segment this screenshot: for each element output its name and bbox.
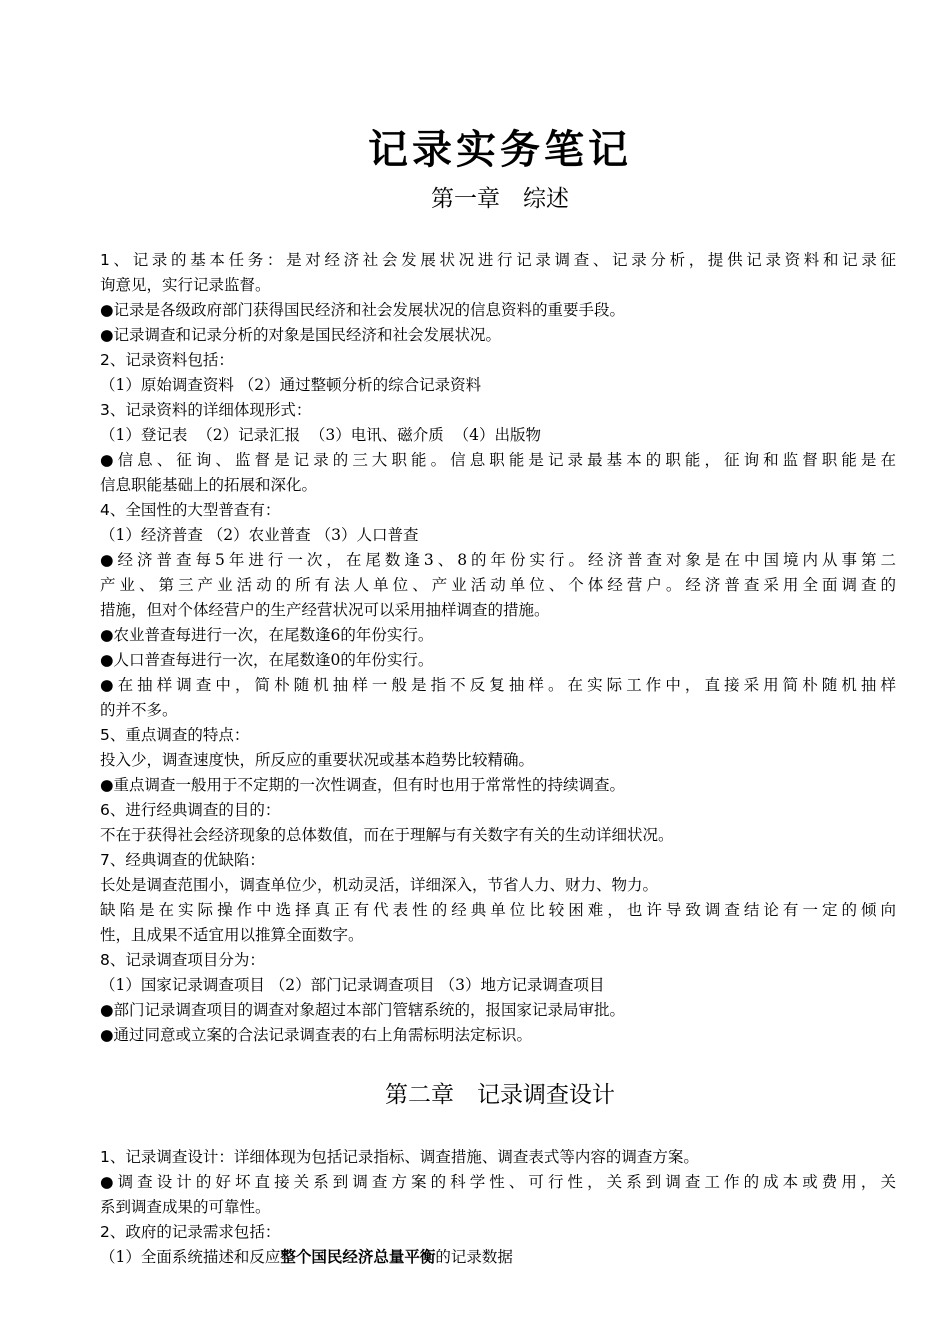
chapter-1-body bbox=[100, 248, 896, 1048]
section-label: 1、记录的基本任务： bbox=[100, 251, 287, 269]
bullet-line: ●部门记录调查项目的调查对象超过本部门管辖系统的，报国家记录局审批。 bbox=[100, 1001, 626, 1019]
paragraph-line: 措施，但对个体经营户的生产经营状况可以采用抽样调查的措施。 bbox=[100, 601, 550, 619]
bullet-line: ●人口普查每进行一次，在尾数逢0的年份实行。 bbox=[100, 651, 434, 669]
list-line: （1）全面系统描述和反应整个国民经济总量平衡的记录数据 bbox=[100, 1248, 513, 1266]
bullet-line: ●重点调查一般用于不定期的一次性调查，但有时也用于常常性的持续调查。 bbox=[100, 776, 626, 794]
chapter-2-heading: 第二章 记录调查设计 bbox=[385, 1082, 615, 1108]
section-label: 2、政府的记录需求包括： bbox=[100, 1223, 281, 1241]
section-label: 4、全国性的大型普查有： bbox=[100, 501, 281, 519]
list-line: （1）国家记录调查项目 （2）部门记录调查项目 （3）地方记录调查项目 bbox=[100, 976, 605, 994]
list-line: （1）经济普查 （2）农业普查 （3）人口普查 bbox=[100, 526, 419, 544]
paragraph-line: 不在于获得社会经济现象的总体数值，而在于理解与有关数字有关的生动详细状况。 bbox=[100, 826, 674, 844]
section-label: 7、经典调查的优缺陷： bbox=[100, 851, 265, 869]
section-label: 1、记录调查设计： bbox=[100, 1148, 234, 1166]
paragraph-line: 1、记录调查设计：详细体现为包括记录指标、调查措施、调查表式等内容的调查方案。 bbox=[100, 1148, 699, 1166]
chapter-2-body bbox=[100, 1145, 896, 1270]
chapter-1-heading: 第一章 综述 bbox=[431, 186, 569, 212]
section-label: 8、记录调查项目分为： bbox=[100, 951, 265, 969]
section-label: 6、进行经典调查的目的： bbox=[100, 801, 281, 819]
paragraph-line: 性，且成果不适宜用以推算全面数字。 bbox=[100, 926, 364, 944]
list-line: （1）登记表 （2）记录汇报 （3）电讯、磁介质 （4）出版物 bbox=[100, 426, 542, 444]
document-title: 记录实务笔记 bbox=[368, 127, 632, 173]
bullet-line: ●通过同意或立案的合法记录调查表的右上角需标明法定标识。 bbox=[100, 1026, 533, 1044]
paragraph-line: 投入少，调查速度快，所反应的重要状况或基本趋势比较精确。 bbox=[100, 751, 535, 769]
emphasis-text: 整个国民经济总量平衡 bbox=[280, 1248, 436, 1266]
paragraph-line: 长处是调查范围小，调查单位少，机动灵活，详细深入，节省人力、财力、物力。 bbox=[100, 876, 659, 894]
bullet-line: ●调查设计的好坏直接关系到调查方案的科学性、可行性，关系到调查工作的成本或费用，关 bbox=[100, 1173, 896, 1191]
paragraph-line: 系到调查成果的可靠性。 bbox=[100, 1198, 271, 1216]
bullet-line: ●记录调查和记录分析的对象是国民经济和社会发展状况。 bbox=[100, 326, 502, 344]
list-line: （1）原始调查资料 （2）通过整顿分析的综合记录资料 bbox=[100, 376, 482, 394]
paragraph-line: 信息职能基础上的拓展和深化。 bbox=[100, 476, 318, 494]
section-label: 5、重点调查的特点： bbox=[100, 726, 250, 744]
bullet-line: ●信息、征询、监督是记录的三大职能。信息职能是记录最基本的职能，征询和监督职能是在 bbox=[100, 451, 896, 469]
paragraph-line: 缺陷是在实际操作中选择真正有代表性的经典单位比较困难，也许导致调查结论有一定的倾向 bbox=[100, 901, 896, 919]
bullet-line: ●记录是各级政府部门获得国民经济和社会发展状况的信息资料的重要手段。 bbox=[100, 301, 626, 319]
paragraph-line: 询意见，实行记录监督。 bbox=[100, 276, 271, 294]
bullet-line: ●经济普查每5年进行一次，在尾数逢3、8的年份实行。经济普查对象是在中国境内从事第二 bbox=[100, 551, 896, 569]
bullet-line: ●在抽样调查中，简朴随机抽样一般是指不反复抽样。在实际工作中，直接采用简朴随机抽样 bbox=[100, 676, 896, 694]
bullet-line: ●农业普查每进行一次，在尾数逢6的年份实行。 bbox=[100, 626, 434, 644]
paragraph-line: 的并不多。 bbox=[100, 701, 178, 719]
section-label: 2、记录资料包括： bbox=[100, 351, 234, 369]
paragraph-line: 1、记录的基本任务：是对经济社会发展状况进行记录调查、记录分析，提供记录资料和记录征 bbox=[100, 251, 896, 269]
section-label: 3、记录资料的详细体现形式： bbox=[100, 401, 312, 419]
paragraph-line: 产业、第三产业活动的所有法人单位、产业活动单位、个体经营户。经济普查采用全面调查的 bbox=[100, 576, 896, 594]
